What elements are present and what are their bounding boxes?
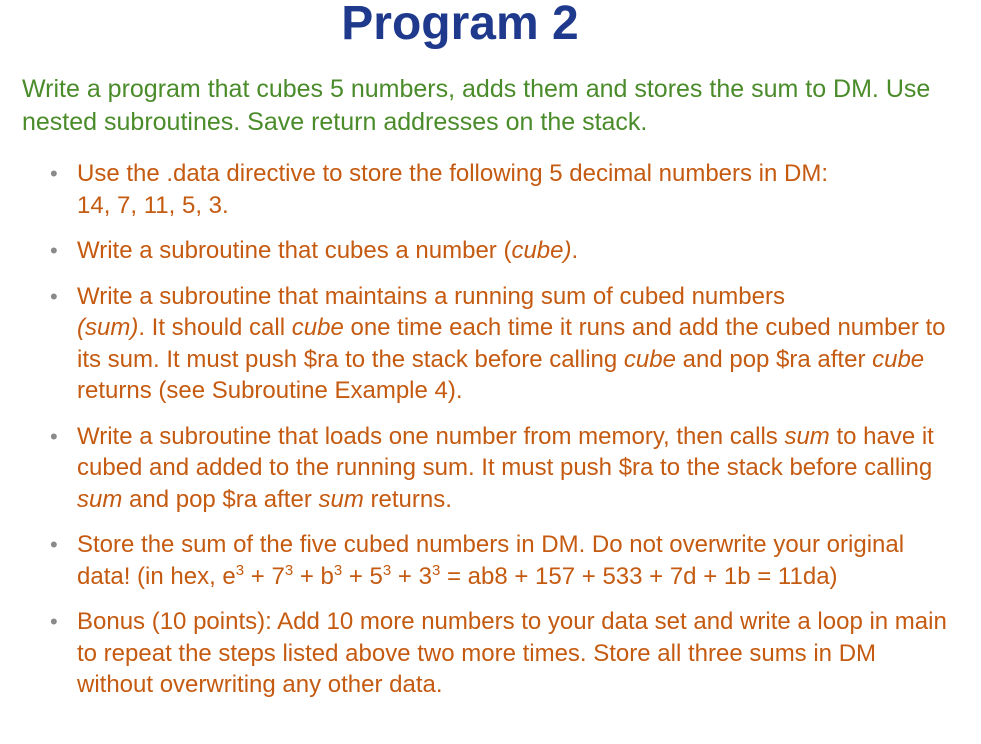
list-item (0, 421, 981, 516)
bullet-italic: sum (784, 422, 830, 450)
superscript: 3 (382, 561, 392, 579)
superscript: 3 (235, 561, 245, 579)
list-item (0, 158, 981, 221)
bullet-text: . (571, 237, 579, 264)
bullet-text: Write a subroutine that loads one number from memory, then calls (77, 422, 785, 450)
bullet-icon: • (50, 532, 58, 557)
bullet-text: to have it cubed and added to the running sum. It must push $ra to the stack before calling (77, 422, 934, 481)
bullet-italic: cube) (511, 237, 572, 264)
bullet-italic: sum (77, 485, 123, 513)
requirements-list (0, 158, 981, 715)
bullet-text: = ab8 + 157 + 533 + 7d + 1b = 11da) (440, 562, 838, 590)
page-title: Program 2 (341, 0, 579, 50)
bullet-text: returns (see Subroutine Example 4). (77, 377, 463, 404)
bullet-icon: • (50, 161, 58, 186)
bullet-text: 14, 7, 11, 5, 3. (77, 191, 229, 219)
bullet-text: + 3 (391, 562, 432, 590)
bullet-text: Write a subroutine that maintains a running sum of cubed numbers (77, 282, 785, 310)
list-item (0, 281, 981, 407)
bullet-text: + 7 (244, 562, 285, 590)
superscript: 3 (284, 561, 294, 579)
bullet-text: Use the .data directive to store the following 5 decimal numbers in DM: (77, 160, 829, 187)
bullet-text: . It should call (138, 314, 292, 341)
bullet-text: returns. (363, 485, 452, 513)
bullet-italic: cube (872, 345, 925, 373)
bullet-text: one time each time it runs and add the cubed number to its sum. It must push $ra to the stack before calling (77, 314, 946, 373)
bullet-text: Write a subroutine that cubes a number ( (77, 237, 512, 264)
bullet-text: + b (293, 562, 334, 590)
bullet-text: + 5 (342, 562, 383, 590)
bullet-text: and pop $ra after (122, 485, 319, 513)
superscript: 3 (431, 561, 441, 579)
superscript: 3 (333, 561, 343, 579)
intro-paragraph: Write a program that cubes 5 numbers, adds them and stores the sum to DM. Use nested subroutines. Save return addresses on the stack. (22, 75, 931, 136)
bullet-icon: • (50, 609, 58, 634)
bullet-text: Store the sum of the five cubed numbers in DM. Do not overwrite your original data! (in hex, e (77, 531, 905, 590)
list-item (0, 235, 981, 267)
bullet-icon: • (50, 423, 58, 449)
bullet-icon: • (50, 238, 58, 263)
bullet-text: and pop $ra after (675, 345, 873, 373)
bullet-italic: cube (623, 345, 676, 373)
bullet-icon: • (50, 283, 58, 309)
bullet-italic: (sum) (77, 314, 139, 341)
bullet-italic: sum (318, 485, 364, 513)
list-item (0, 606, 981, 701)
bullet-text: Bonus (10 points): Add 10 more numbers to your data set and write a loop in main to repeat the steps listed above two more times. Store all three sums in DM without overwriting any other data. (77, 608, 947, 698)
bullet-italic: cube (291, 314, 344, 341)
list-item (0, 529, 981, 592)
